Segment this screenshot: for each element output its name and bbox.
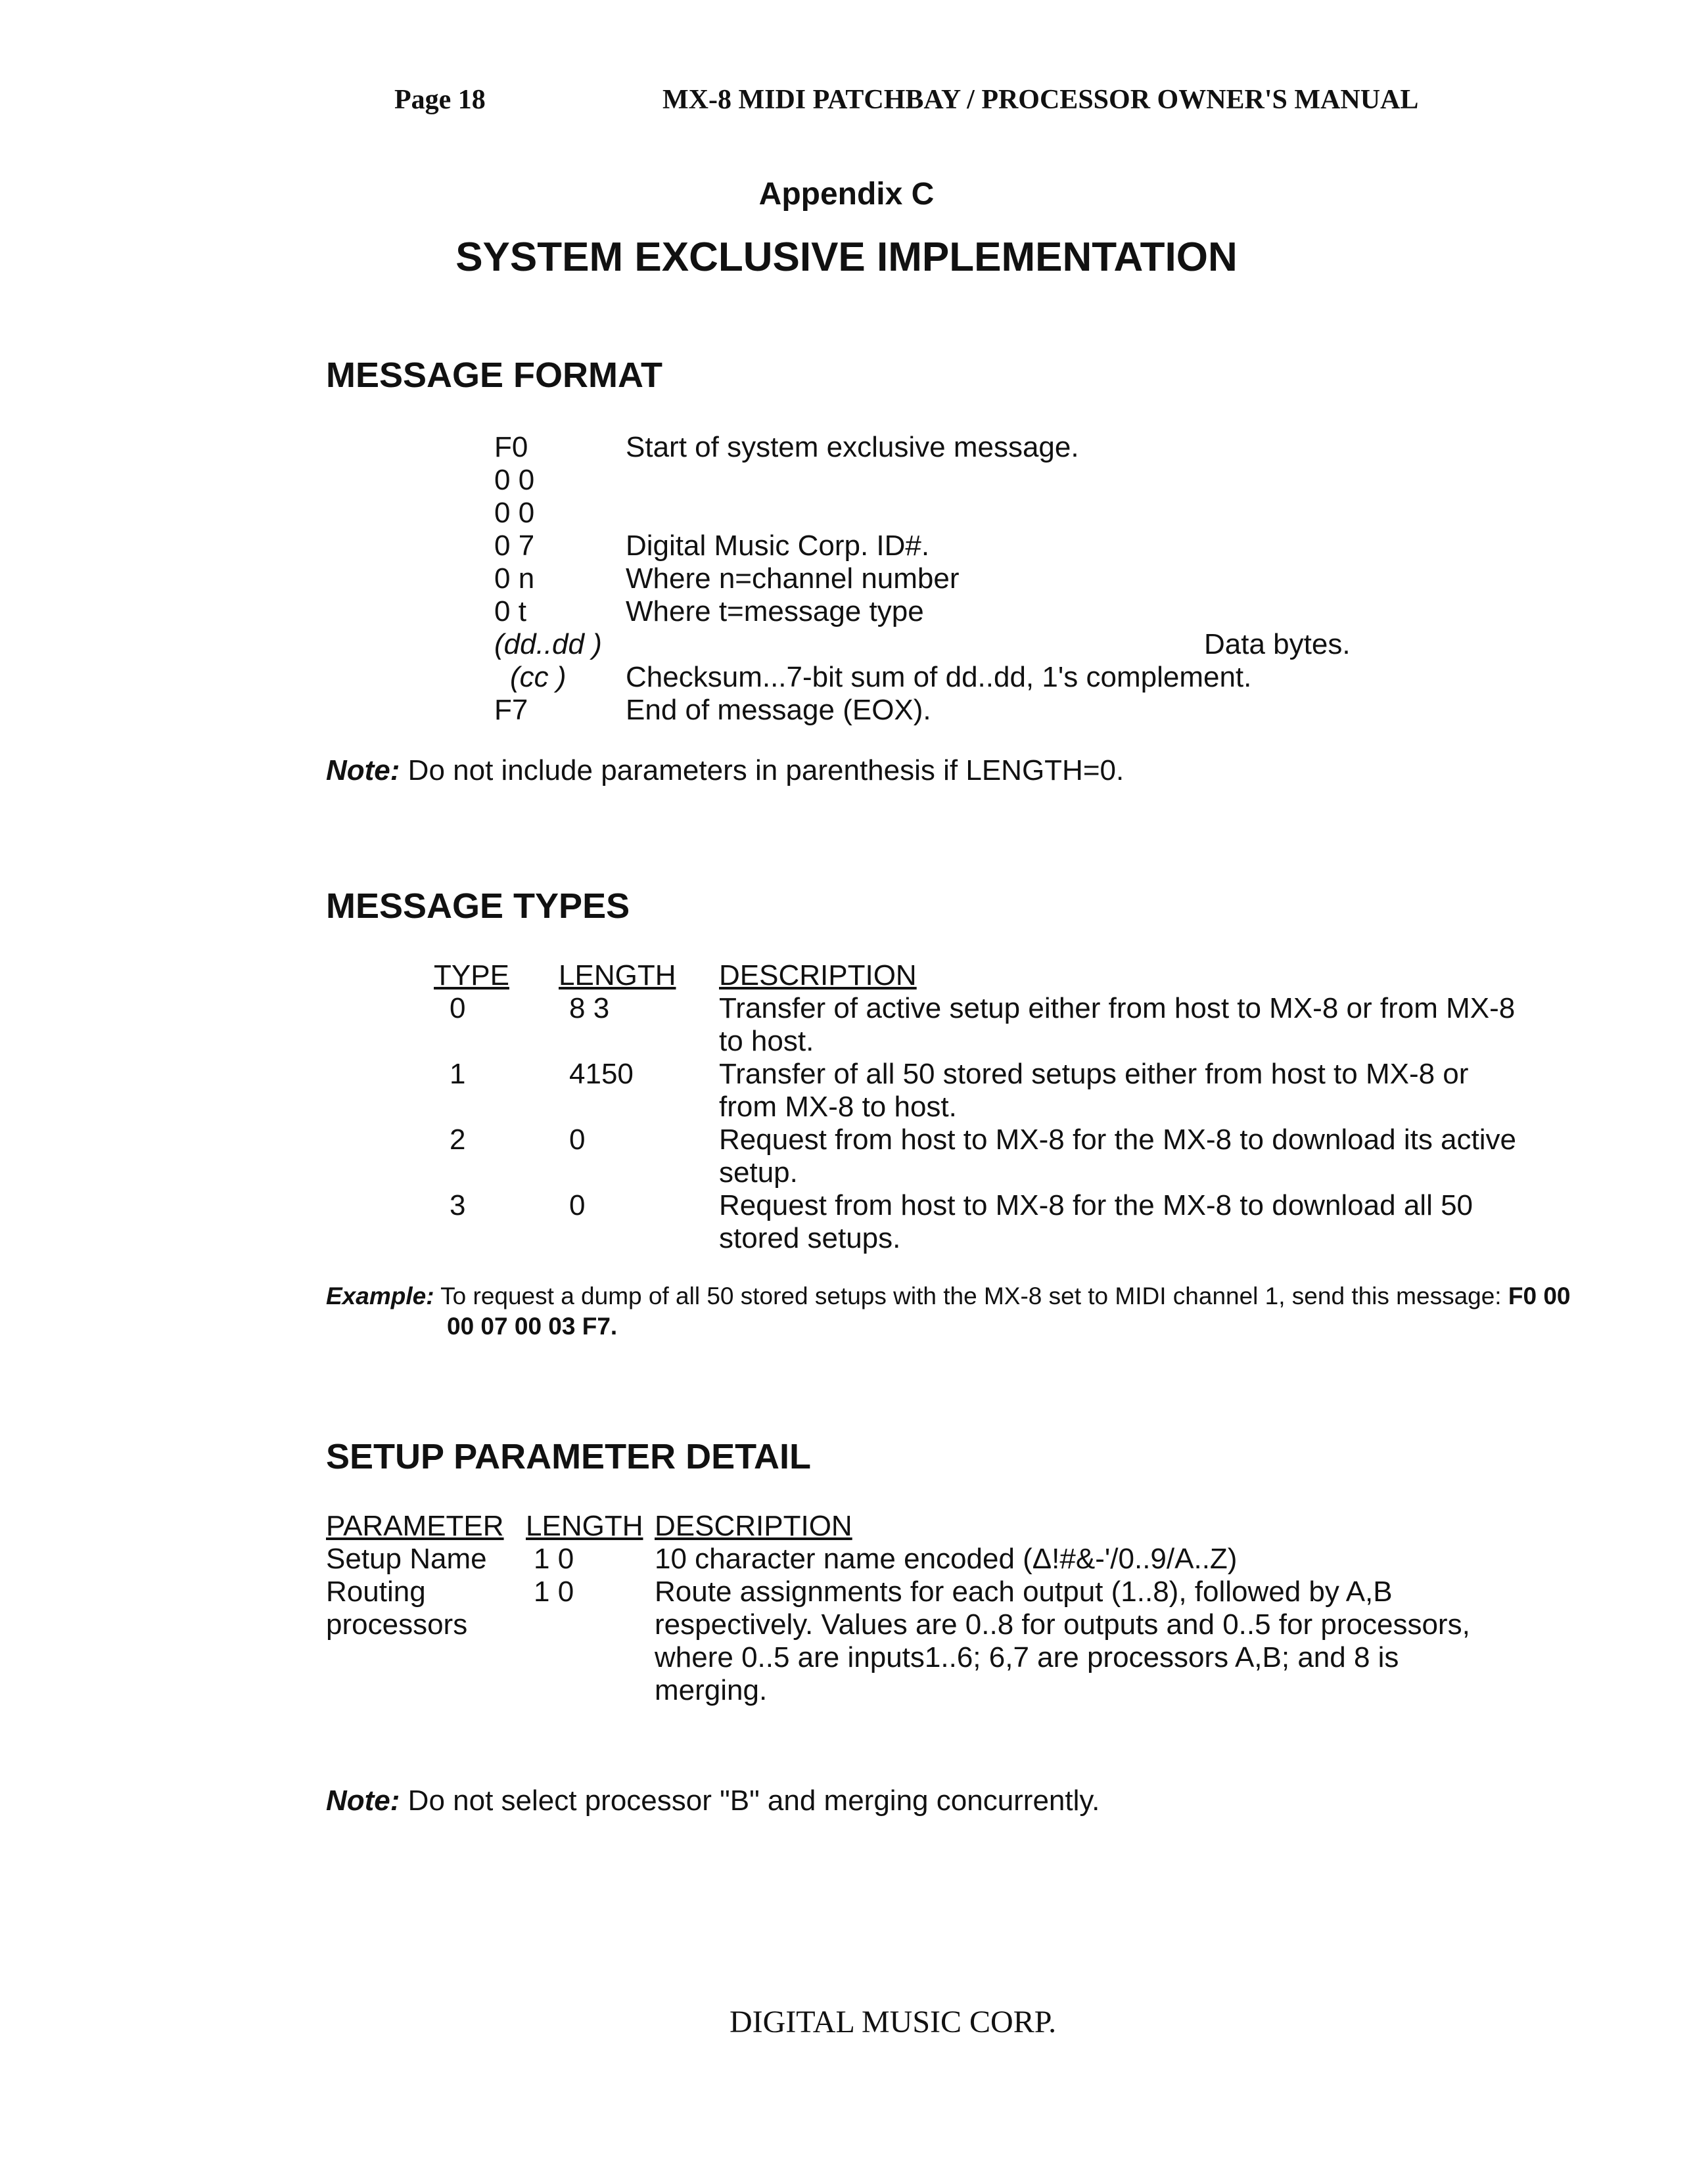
note-text: Do not select processor "B" and merging concurrently. [407, 1785, 1100, 1817]
example-text: To request a dump of all 50 stored setups with the MX-8 set to MIDI channel 1, send this message: [440, 1283, 1502, 1309]
setup-parameter-heading: SETUP PARAMETER DETAIL [326, 1437, 812, 1476]
description-cell: Request from host to MX-8 for the MX-8 to download all 50 stored setups. [719, 1189, 1473, 1254]
format-row [494, 694, 1351, 727]
length-cell: 1 0 [534, 1576, 574, 1608]
format-row [494, 562, 1351, 595]
format-row [494, 530, 1351, 562]
col-length-header: LENGTH [526, 1510, 643, 1542]
format-row [494, 497, 1351, 530]
table-row [434, 1124, 1527, 1189]
format-desc: Where t=message type [626, 595, 924, 627]
setup-note [326, 1785, 1100, 1817]
format-row [494, 595, 1351, 628]
length-cell: 4150 [569, 1058, 634, 1090]
table-row [434, 1058, 1527, 1124]
example-label: Example: [326, 1283, 434, 1309]
format-row [494, 464, 1351, 497]
format-desc [626, 497, 1351, 530]
col-parameter-header: PARAMETER [326, 1510, 504, 1542]
param-cell: Routing processors [326, 1576, 468, 1641]
message-format-heading: MESSAGE FORMAT [326, 355, 662, 395]
format-code: F0 [494, 431, 528, 463]
format-desc [626, 464, 1351, 497]
description-cell: Transfer of all 50 stored setups either from host to MX-8 or from MX-8 to host. [719, 1058, 1469, 1123]
table-row [326, 1543, 1509, 1576]
length-cell: 1 0 [534, 1543, 574, 1575]
format-code: 0 0 [494, 497, 535, 529]
format-code: F7 [494, 694, 528, 726]
format-code: 0 7 [494, 530, 535, 562]
length-cell: 0 [569, 1189, 586, 1221]
example-message: F0 00 00 07 00 03 F7. [447, 1283, 1571, 1340]
format-code: 0 n [494, 562, 535, 595]
table-row [434, 1189, 1527, 1255]
length-cell: 8 3 [569, 992, 610, 1024]
format-desc: Digital Music Corp. ID#. [626, 530, 930, 562]
format-row [494, 628, 1351, 661]
col-description-header: DESCRIPTION [719, 959, 917, 991]
format-code: (dd..dd ) [494, 628, 602, 660]
table-row [326, 1576, 1509, 1707]
type-cell: 0 [450, 992, 466, 1024]
length-cell: 0 [569, 1124, 586, 1156]
format-desc: Data bytes. [1204, 628, 1351, 660]
description-cell: Request from host to MX-8 for the MX-8 to download its active setup. [719, 1124, 1516, 1189]
page-number: Page 18 [394, 85, 486, 115]
col-type-header: TYPE [434, 959, 509, 991]
appendix-label: Appendix C [758, 177, 935, 212]
type-cell: 2 [450, 1124, 466, 1156]
footer-company: DIGITAL MUSIC CORP. [730, 2005, 1057, 2039]
note-text: Do not include parameters in parenthesis if LENGTH=0. [407, 754, 1125, 786]
manual-title: MX-8 MIDI PATCHBAY / PROCESSOR OWNER'S MANUAL [662, 85, 1419, 115]
note-label: Note: [326, 1785, 400, 1817]
format-row [494, 431, 1351, 464]
format-desc: End of message (EOX). [626, 694, 931, 726]
format-code: 0 t [494, 595, 526, 627]
table-row [434, 992, 1527, 1058]
format-desc: Checksum...7-bit sum of dd..dd, 1's complement. [626, 661, 1252, 693]
type-cell: 3 [450, 1189, 466, 1221]
format-row [494, 661, 1351, 694]
col-length-header: LENGTH [559, 959, 676, 991]
message-format-table [494, 431, 1351, 727]
format-code: (cc ) [510, 661, 567, 693]
example-paragraph [326, 1281, 1577, 1342]
description-cell: Transfer of active setup either from host to MX-8 or from MX-8 to host. [719, 992, 1516, 1057]
format-desc: Where n=channel number [626, 562, 960, 595]
message-types-table [434, 959, 1527, 1255]
col-description-header: DESCRIPTION [655, 1510, 852, 1542]
params-header-row [326, 1510, 1509, 1543]
format-desc: Start of system exclusive message. [626, 431, 1079, 463]
message-types-heading: MESSAGE TYPES [326, 886, 630, 926]
description-cell: 10 character name encoded (Δ!#&-'/0..9/A..Z) [655, 1543, 1238, 1575]
page-title: SYSTEM EXCLUSIVE IMPLEMENTATION [455, 235, 1238, 280]
format-note [326, 754, 1124, 787]
setup-parameter-table [326, 1510, 1509, 1707]
description-cell: Route assignments for each output (1..8), followed by A,B respectively. Values are 0..8 for outputs and 0..5 for processors, where 0..5 are inputs1..6; 6,7 are processors A,B; and 8 is merging. [655, 1576, 1470, 1706]
note-label: Note: [326, 754, 400, 786]
format-code: 0 0 [494, 464, 535, 496]
types-header-row [434, 959, 1527, 992]
type-cell: 1 [450, 1058, 466, 1090]
param-cell: Setup Name [326, 1543, 487, 1575]
